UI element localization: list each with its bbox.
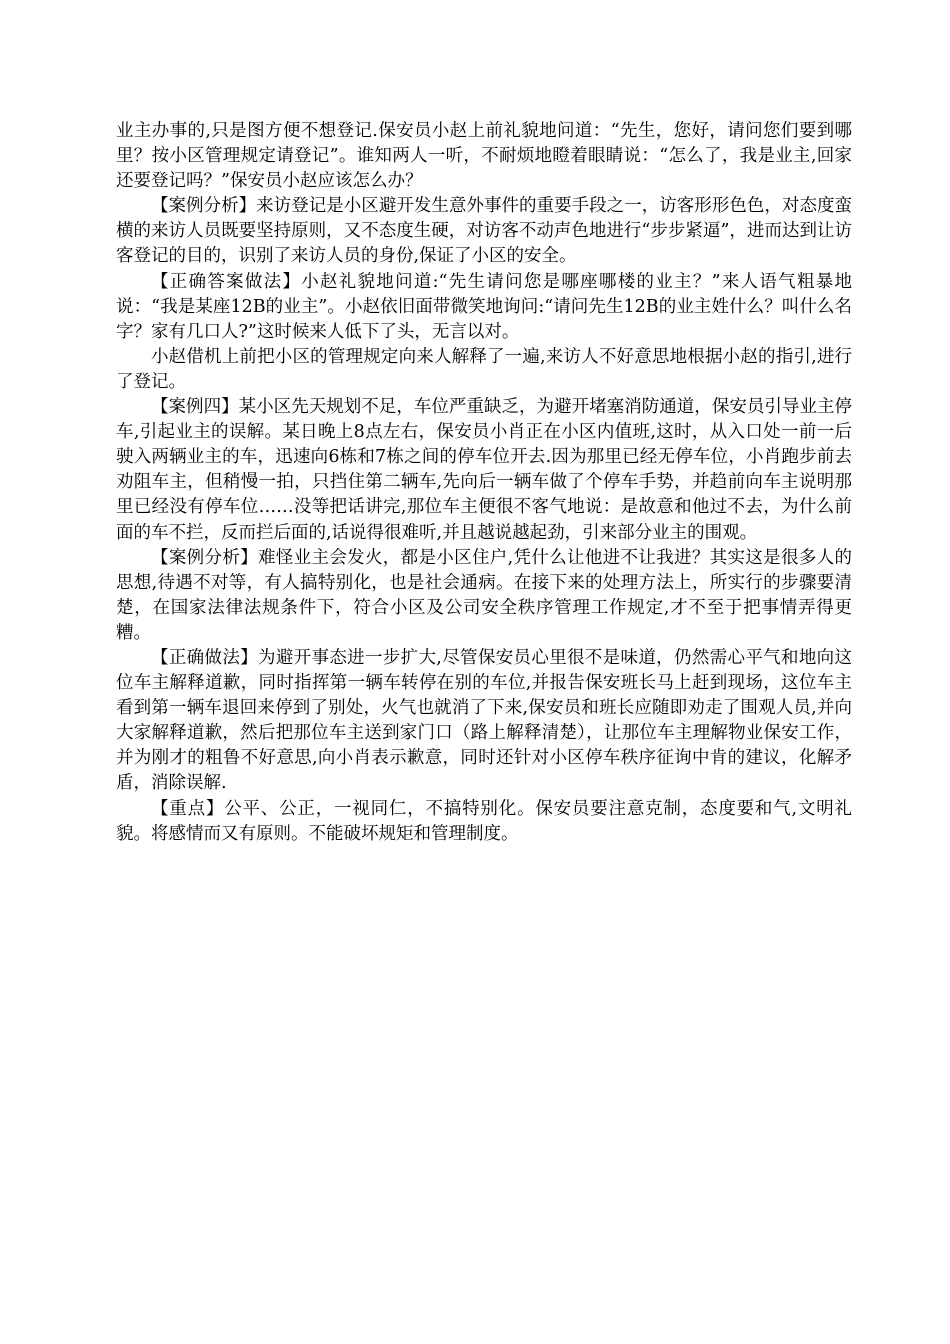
paragraph-5: 【案例四】某小区先天规划不足，车位严重缺乏，为避开堵塞消防通道，保安员引导业主停车,引起业主的误解。某日晚上8点左右，保安员小肖正在小区内值班,这时，从入口处一前一后驶入两辆业主的车，迅速向6栋和7栋之间的停车位开去.因为那里已经无停车位，小肖跑步前去劝阻车主，但稍慢一拍，只挡住第二辆车,先向后一辆车做了个停车手势，并趋前向车主说明那里已经没有停车位……没等把话讲完,那位车主便很不客气地说：是故意和他过不去，为什么前面的车不拦，反而拦后面的,话说得很难听,并且越说越起劲，引来部分业主的围观。	[116, 397, 852, 543]
paragraph-8: 【重点】公平、公正，一视同仁，不搞特别化。保安员要注意克制，态度要和气,文明礼貌。将感情而又有原则。不能破坏规矩和管理制度。	[116, 798, 852, 844]
document-page	[116, 119, 852, 847]
paragraph-4: 小赵借机上前把小区的管理规定向来人解释了一遍,来访人不好意思地根据小赵的指引,进行了登记。	[116, 346, 852, 392]
paragraph-7: 【正确做法】为避开事态进一步扩大,尽管保安员心里很不是味道，仍然需心平气和地向这位车主解释道歉，同时指挥第一辆车转停在别的车位,并报告保安班长马上赶到现场，这位车主看到第一辆车退回来停到了别处，火气也就消了下来,保安员和班长应随即劝走了围观人员,并向大家解释道歉，然后把那位车主送到家门口（路上解释清楚），让那位车主理解物业保安工作，并为刚才的粗鲁不好意思,向小肖表示歉意，同时还针对小区停车秩序征询中肯的建议，化解矛盾，消除误解.	[116, 647, 852, 794]
paragraph-2: 【案例分析】来访登记是小区避开发生意外事件的重要手段之一，访客形形色色，对态度蛮横的来访人员既要坚持原则，又不态度生硬，对访客不动声色地进行“步步紧逼”，进而达到让访客登记的目的，识别了来访人员的身份,保证了小区的安全。	[116, 196, 852, 267]
paragraph-6: 【案例分析】难怪业主会发火，都是小区住户,凭什么让他进不让我进？其实这是很多人的思想,待遇不对等，有人搞特别化，也是社会通病。在接下来的处理方法上，所实行的步骤要清楚，在国家法律法规条件下，符合小区及公司安全秩序管理工作规定,才不至于把事情弄得更糟。	[116, 547, 852, 643]
paragraph-3: 【正确答案做法】小赵礼貌地问道:“先生请问您是哪座哪楼的业主？”来人语气粗暴地说：“我是某座12B的业主”。小赵依旧面带微笑地询问:“请问先生12B的业主姓什么？叫什么名字？家有几口人?”这时候来人低下了头，无言以对。	[116, 271, 852, 342]
paragraph-1: 业主办事的,只是图方便不想登记.保安员小赵上前礼貌地问道：“先生，您好，请问您们要到哪里？按小区管理规定请登记”。谁知两人一听，不耐烦地瞪着眼睛说：“怎么了，我是业主,回家还要登记吗？”保安员小赵应该怎么办？	[116, 121, 852, 192]
